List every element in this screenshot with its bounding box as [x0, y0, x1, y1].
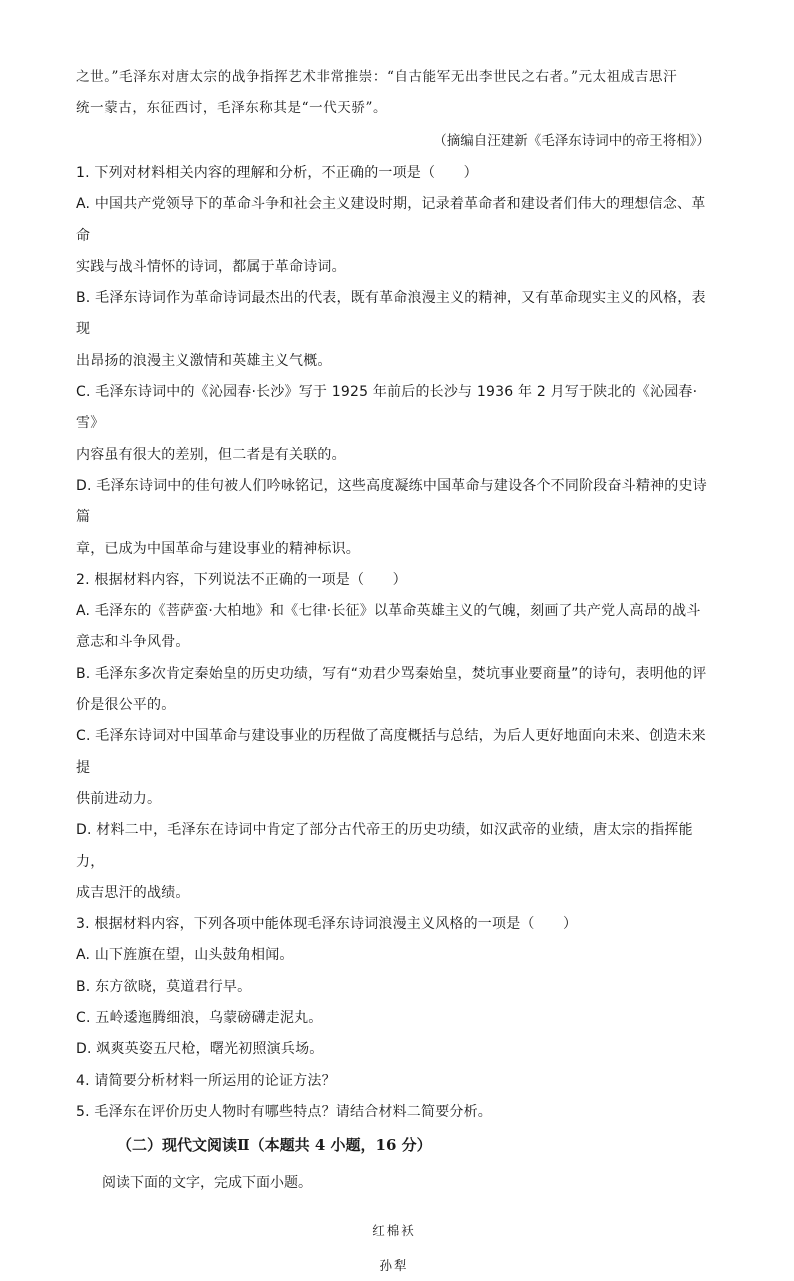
- material-excerpt: [76, 62, 712, 156]
- option-a: A. 毛泽东的《菩萨蛮·大柏地》和《七律·长征》以革命英雄主义的气魄，刻画了共产党人高昂的战斗: [76, 603, 701, 620]
- excerpt-line: 统一蒙古，东征西讨，毛泽东称其是“一代天骄”。: [76, 100, 388, 116]
- option-a-cont: 意志和斗争风骨。: [76, 634, 190, 651]
- question-list: [76, 158, 712, 1128]
- option-a: A. 山下旌旗在望，山头鼓角相闻。: [76, 947, 294, 964]
- question-1: [76, 158, 712, 565]
- option-d: D. 飒爽英姿五尺枪，曙光初照演兵场。: [76, 1041, 324, 1058]
- option-b: B. 毛泽东诗词作为革命诗词最杰出的代表，既有革命浪漫主义的精神，又有革命现实主义的风格，表现: [76, 290, 706, 338]
- section-heading: （二）现代文阅读Ⅱ（本题共 4 小题，16 分）: [117, 1136, 432, 1155]
- option-d-cont: 成吉思汗的战绩。: [76, 884, 190, 901]
- question-stem: 1. 下列对材料相关内容的理解和分析，不正确的一项是（ ）: [76, 165, 478, 181]
- question-stem: 3. 根据材料内容，下列各项中能体现毛泽东诗词浪漫主义风格的一项是（ ）: [76, 916, 578, 933]
- story-title: 红棉袄: [372, 1223, 416, 1239]
- excerpt-line: 之世。”毛泽东对唐太宗的战争指挥艺术非常推崇：“自古能军无出李世民之右者。”元太祖成吉思汗: [76, 69, 678, 85]
- question-2: [76, 565, 712, 909]
- option-a-cont: 实践与战斗情怀的诗词，都属于革命诗词。: [76, 258, 346, 275]
- question-stem: 2. 根据材料内容，下列说法不正确的一项是（ ）: [76, 571, 407, 588]
- option-d: D. 材料二中，毛泽东在诗词中肯定了部分古代帝王的历史功绩，如汉武帝的业绩，唐太宗的指挥能力，: [76, 822, 693, 870]
- story-author: 孙犁: [379, 1258, 409, 1274]
- option-c: C. 五岭逶迤腾细浪，乌蒙磅礴走泥丸。: [76, 1010, 323, 1027]
- reading-instruction: 阅读下面的文字，完成下面小题。: [102, 1175, 312, 1192]
- question-3: [76, 909, 712, 1065]
- option-b: B. 毛泽东多次肯定秦始皇的历史功绩，写有“劝君少骂秦始皇，焚坑事业要商量”的诗句，表明他的评: [76, 665, 707, 682]
- option-d: D. 毛泽东诗词中的佳句被人们吟咏铭记，这些高度凝练中国革命与建设各个不同阶段奋斗精神的史诗篇: [76, 477, 707, 526]
- option-b: B. 东方欲晓，莫道君行早。: [76, 978, 252, 995]
- option-c: C. 毛泽东诗词中的《沁园春·长沙》写于 1925 年前后的长沙与 1936 年 2 月写于陕北的《沁园春·雪》: [76, 384, 698, 432]
- option-c-cont: 供前进动力。: [76, 790, 162, 807]
- option-c: C. 毛泽东诗词对中国革命与建设事业的历程做了高度概括与总结，为后人更好地面向未来、创造未来提: [76, 728, 706, 776]
- option-d-cont: 章，已成为中国革命与建设事业的精神标识。: [76, 540, 360, 557]
- question-5: 5. 毛泽东在评价历史人物时有哪些特点？请结合材料二简要分析。: [76, 1103, 493, 1120]
- option-a: A. 中国共产党领导下的革命斗争和社会主义建设时期，记录着革命者和建设者们伟大的理想信念、革命: [76, 196, 706, 244]
- option-c-cont: 内容虽有很大的差别，但二者是有关联的。: [76, 446, 346, 463]
- option-b-cont: 价是很公平的。: [76, 697, 176, 714]
- question-4: 4. 请简要分析材料一所运用的论证方法？: [76, 1072, 336, 1089]
- excerpt-source: （摘编自汪建新《毛泽东诗词中的帝王将相》）: [433, 133, 710, 149]
- option-b-cont: 出昂扬的浪漫主义激情和英雄主义气概。: [76, 352, 332, 369]
